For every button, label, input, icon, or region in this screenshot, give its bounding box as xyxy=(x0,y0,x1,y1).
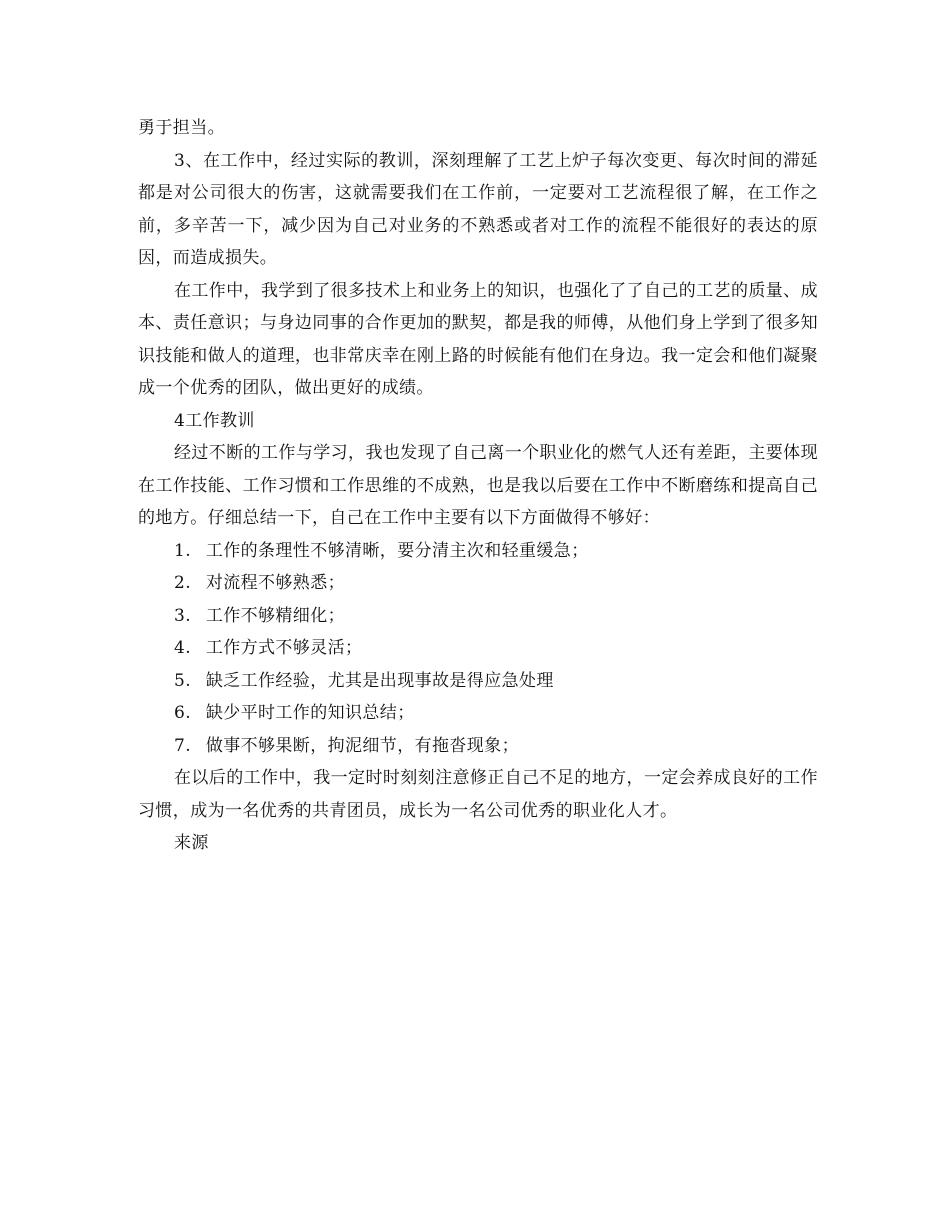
list-item xyxy=(138,567,818,600)
paragraph-learning: 在工作中，我学到了很多技术上和业务上的知识，也强化了了自己的工艺的质量、成本、责任意识；与身边同事的合作更加的默契，都是我的师傅，从他们身上学到了很多知识技能和做人的道理，也非常庆幸在刚上路的时候能有他们在身边。我一定会和他们凝聚成一个优秀的团队，做出更好的成绩。 xyxy=(138,280,818,398)
list-item-text: 工作的条理性不够清晰，要分清主次和轻重缓急； xyxy=(205,540,589,561)
list-item xyxy=(138,600,818,633)
list-item xyxy=(138,730,818,763)
list-item-text: 做事不够果断，拘泥细节，有拖沓现象； xyxy=(205,735,520,756)
list-item-text: 对流程不够熟悉； xyxy=(205,573,346,593)
list-item-text: 缺少平时工作的知识总结； xyxy=(205,703,415,723)
list-item xyxy=(138,697,818,730)
section-heading-lessons: 4工作教训 xyxy=(174,410,255,431)
paragraph-item-3: 3、在工作中，经过实际的教训，深刻理解了工艺上炉子每次变更、每次时间的滞延都是对公司很大的伤害，这就需要我们在工作前，一定要对工艺流程很了解，在工作之前，多辛苦一下，减少因为自己对业务的不熟悉或者对工作的流程不能很好的表达的原因，而造成损失。 xyxy=(138,150,818,268)
list-item-number: 4. xyxy=(174,638,192,658)
list-item-number: 5. xyxy=(174,670,192,691)
list-item-number: 2. xyxy=(174,573,192,593)
list-item xyxy=(138,535,818,568)
paragraph-conclusion: 在以后的工作中，我一定时时刻刻注意修正自己不足的地方，一定会养成良好的工作习惯，成为一名优秀的共青团员，成长为一名公司优秀的职业化人才。 xyxy=(138,768,818,821)
paragraph-shortcomings-intro: 经过不断的工作与学习，我也发现了自己离一个职业化的燃气人还有差距，主要体现在工作技能、工作习惯和工作思维的不成熟，也是我以后要在工作中不断磨练和提高自己的地方。仔细总结一下，自己在工作中主要有以下方面做得不够好： xyxy=(138,443,818,528)
source-label: 来源 xyxy=(174,833,209,853)
list-item-number: 3. xyxy=(174,605,192,626)
list-item-number: 1. xyxy=(174,540,192,561)
list-item-number: 6. xyxy=(174,703,192,723)
list-item xyxy=(138,632,818,665)
list-item-text: 工作方式不够灵活； xyxy=(205,638,363,658)
document-body xyxy=(138,112,818,860)
list-item-text: 缺乏工作经验，尤其是出现事故是得应急处理 xyxy=(205,670,554,691)
list-item-number: 7. xyxy=(174,735,192,756)
paragraph-continuation: 勇于担当。 xyxy=(138,118,225,138)
shortcomings-list xyxy=(138,535,818,763)
list-item xyxy=(138,665,818,698)
list-item-text: 工作不够精细化； xyxy=(205,605,346,626)
